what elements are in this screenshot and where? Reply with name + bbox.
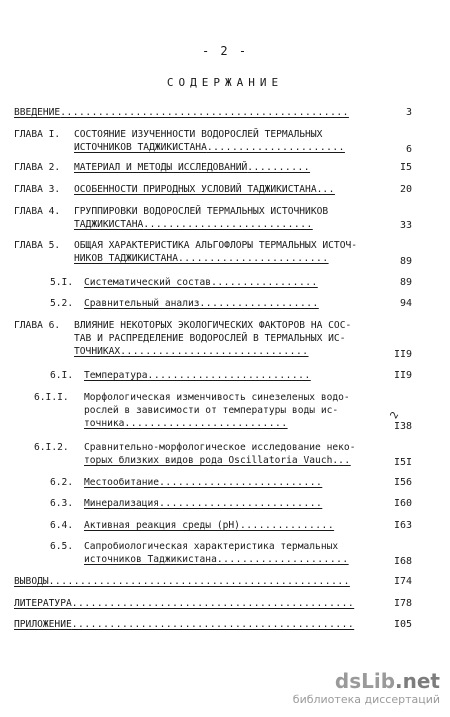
toc-entry-title: ВЛИЯНИЕ НЕКОТОРЫХ ЭКОЛОГИЧЕСКИХ ФАКТОРОВ НА СОС- <box>74 320 352 331</box>
toc-entry-title: ИСТОЧНИКОВ ТАДЖИКИСТАНА...................... <box>74 142 345 153</box>
toc-entry-title: Температура.......................... <box>84 370 311 381</box>
toc-page-number: I68 <box>393 556 412 567</box>
toc-page-number: I5I <box>393 457 412 468</box>
toc-entry-title: ТОЧНИКАХ.............................. <box>74 346 309 357</box>
toc-entry-title: Сравнительный анализ................... <box>84 298 319 309</box>
toc-entry-title: Минерализация.......................... <box>84 498 323 509</box>
toc-entry-title: Систематический состав................. <box>84 277 318 288</box>
toc-entry-label: ВВЕДЕНИЕ.............................................. <box>14 107 349 118</box>
toc-entry-title: рослей в зависимости от температуры воды ис- <box>84 405 339 416</box>
toc-page-number: I5 <box>399 162 412 173</box>
toc-entry-title: торых близких видов рода Oscillatoria Vauch... <box>84 455 351 466</box>
toc-entry-title: Местообитание.......................... <box>84 477 323 488</box>
toc-entry-title: МАТЕРИАЛ И МЕТОДЫ ИССЛЕДОВАНИЙ.......... <box>74 162 311 173</box>
toc-entry-title: ТАВ И РАСПРЕДЕЛЕНИЕ ВОДОРОСЛЕЙ В ТЕРМАЛЬНЫХ ИС- <box>74 333 346 344</box>
toc-page-number: II9 <box>393 349 412 360</box>
toc-entry-label: 6.I.2. <box>34 442 69 453</box>
toc-entry-label: ГЛАВА I. <box>14 129 61 140</box>
toc-entry-label: 6.I.I. <box>34 392 69 403</box>
toc-page-number: 6 <box>405 144 412 155</box>
toc-page-number: 89 <box>399 256 412 267</box>
toc-entry-label: ЛИТЕРАТУРА............................................. <box>14 598 355 609</box>
toc-entry-title: ОБЩАЯ ХАРАКТЕРИСТИКА АЛЬГОФЛОРЫ ТЕРМАЛЬНЫХ ИСТОЧ- <box>74 240 358 251</box>
toc-entry-title: НИКОВ ТАДЖИКИСТАНА........................ <box>74 253 329 264</box>
toc-page-number: I63 <box>393 520 412 531</box>
toc-page-number: 89 <box>399 277 412 288</box>
toc-entry-title: точника.......................... <box>84 418 288 429</box>
toc-entry-title: Активная реакция среды (рН)............... <box>84 520 335 531</box>
toc-entry-label: 6.I. <box>50 370 74 381</box>
toc-entry-label: ПРИЛОЖЕНИЕ............................................. <box>14 619 355 630</box>
stray-mark: 2 <box>388 410 402 421</box>
toc-page-number: I38 <box>393 421 412 432</box>
toc-page-number: I78 <box>393 598 412 609</box>
toc-entry-title: ОСОБЕННОСТИ ПРИРОДНЫХ УСЛОВИЙ ТАДЖИКИСТАНА... <box>74 184 335 195</box>
toc-page-number: 94 <box>399 298 412 309</box>
toc-entry-label: ВЫВОДЫ................................................ <box>14 576 350 587</box>
toc-entry-label: ГЛАВА 2. <box>14 162 61 173</box>
toc-entry-label: ГЛАВА 4. <box>14 206 61 217</box>
site-watermark <box>292 669 440 711</box>
toc-page-number: I74 <box>393 576 412 587</box>
toc-entry-label: 6.4. <box>50 520 74 531</box>
toc-entry-title: ГРУППИРОВКИ ВОДОРОСЛЕЙ ТЕРМАЛЬНЫХ ИСТОЧНИКОВ <box>74 206 329 217</box>
toc-entry-label: ГЛАВА 5. <box>14 240 61 251</box>
toc-heading: СОДЕРЖАНИЕ <box>166 76 284 89</box>
toc-entry-title: ТАДЖИКИСТАНА........................... <box>74 219 313 230</box>
toc-page-number: I56 <box>393 477 412 488</box>
toc-entry-label: 6.3. <box>50 498 74 509</box>
toc-entry-label: ГЛАВА 3. <box>14 184 61 195</box>
toc-entry-label: 6.5. <box>50 541 74 552</box>
toc-entry-title: Морфологическая изменчивость синезеленых водо- <box>84 392 350 403</box>
watermark-logo: dsLib.net <box>334 669 440 693</box>
toc-entry-title: Сапробиологическая характеристика термальных <box>84 541 339 552</box>
toc-entry-label: 5.I. <box>50 277 74 288</box>
toc-page-number: 33 <box>399 220 412 231</box>
toc-entry-label: ГЛАВА 6. <box>14 320 61 331</box>
toc-page-number: I05 <box>393 619 412 630</box>
toc-entry-label: 5.2. <box>50 298 74 309</box>
toc-page-number: 3 <box>405 107 412 118</box>
toc-entry-label: 6.2. <box>50 477 74 488</box>
toc-entry-title: СОСТОЯНИЕ ИЗУЧЕННОСТИ ВОДОРОСЛЕЙ ТЕРМАЛЬНЫХ <box>74 129 323 140</box>
toc-page-number: II9 <box>393 370 412 381</box>
watermark-subtitle: библиотека диссертаций <box>292 693 440 706</box>
toc-entry-title: источников Таджикистана..................... <box>84 554 349 565</box>
toc-page-number: 20 <box>399 184 412 195</box>
toc-entry-title: Сравнительно-морфологическое исследование неко- <box>84 442 356 453</box>
page-number: - 2 - <box>201 44 249 58</box>
toc-page-number: I60 <box>393 498 412 509</box>
